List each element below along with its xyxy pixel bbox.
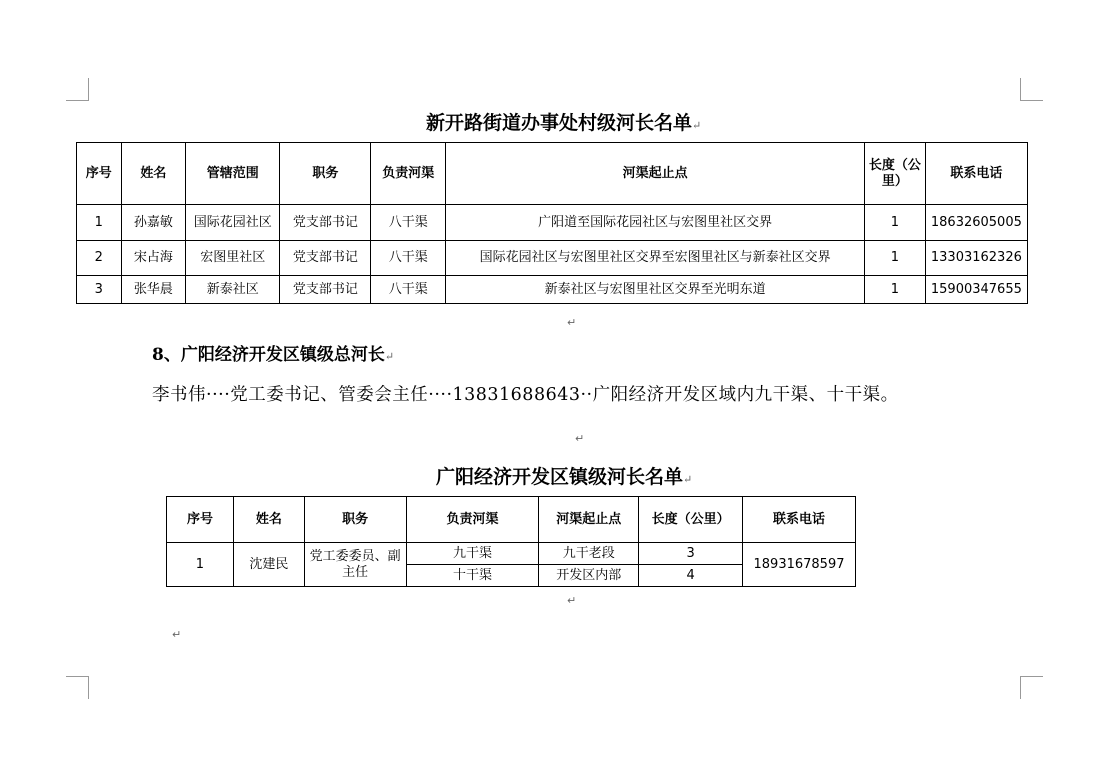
header-position: 职务 xyxy=(304,497,406,543)
header-name: 姓名 xyxy=(233,497,304,543)
cell-phone: 13303162326 xyxy=(925,241,1027,276)
header-length: 长度（公里） xyxy=(865,143,926,205)
paragraph-mark: ↵ xyxy=(567,594,577,607)
cell-name: 孙嘉敏 xyxy=(121,205,186,241)
cell-start-end: 九干老段 xyxy=(539,543,639,565)
cell-channel: 九干渠 xyxy=(406,543,539,565)
section-heading: 8、广阳经济开发区镇级总河长 xyxy=(152,345,385,365)
table-row xyxy=(77,205,1028,241)
table-row xyxy=(77,276,1028,304)
cell-start-end: 新泰社区与宏图里社区交界至光明东道 xyxy=(446,276,865,304)
cell-channel: 十干渠 xyxy=(406,565,539,587)
header-length: 长度（公里） xyxy=(639,497,743,543)
town-river-chief-table xyxy=(166,496,856,587)
table-row xyxy=(77,241,1028,276)
cell-channel: 八干渠 xyxy=(371,205,446,241)
cell-name: 张华晨 xyxy=(121,276,186,304)
cell-length: 3 xyxy=(639,543,743,565)
cell-start-end: 广阳道至国际花园社区与宏图里社区交界 xyxy=(446,205,865,241)
paragraph-mark: ↵ xyxy=(575,432,585,445)
cell-phone: 15900347655 xyxy=(925,276,1027,304)
page-corner-mark xyxy=(66,676,89,699)
header-channel: 负责河渠 xyxy=(406,497,539,543)
cell-name: 宋占海 xyxy=(121,241,186,276)
header-phone: 联系电话 xyxy=(925,143,1027,205)
cell-channel: 八干渠 xyxy=(371,241,446,276)
cell-start-end: 国际花园社区与宏图里社区交界至宏图里社区与新泰社区交界 xyxy=(446,241,865,276)
cell-length: 1 xyxy=(865,205,926,241)
table-row xyxy=(167,543,856,565)
page-corner-mark xyxy=(1020,78,1043,101)
paragraph-mark: ↵ xyxy=(567,316,577,329)
table2-title: 广阳经济开发区镇级河长名单 xyxy=(436,466,684,488)
header-start-end: 河渠起止点 xyxy=(446,143,865,205)
cell-channel: 八干渠 xyxy=(371,276,446,304)
header-jurisdiction: 管辖范围 xyxy=(186,143,280,205)
page-corner-mark xyxy=(66,78,89,101)
cell-index: 1 xyxy=(77,205,122,241)
cell-jurisdiction: 宏图里社区 xyxy=(186,241,280,276)
cell-phone: 18931678597 xyxy=(743,543,856,587)
cell-position: 党支部书记 xyxy=(280,241,371,276)
header-start-end: 河渠起止点 xyxy=(539,497,639,543)
header-name: 姓名 xyxy=(121,143,186,205)
cell-position: 党支部书记 xyxy=(280,276,371,304)
header-index: 序号 xyxy=(167,497,234,543)
table-header-row xyxy=(77,143,1028,205)
cell-index: 3 xyxy=(77,276,122,304)
document-page: 新开路街道办事处村级河长名单↵ 序号 姓名 管辖范围 职务 负责河渠 河渠起止点 长度（公里） 联系电话 1 孙嘉敏 国际花园社区 党支部书记 八干渠 广阳道至国际花园社区与宏图里社区交界 1 18632605005 2 宋占海 宏图里社区 党支部书记 八干渠 国际花园社区与宏图里社区交界至宏图里社区与新泰社区交界 1 13303162326 3 张华晨 新泰社区 党支部书记 八干渠 新泰社区与宏图里社区交界至光明东道 1 15900347655 ↵ 8、广阳经济开发区镇级总河长↵ 李书伟····党工委书记、管委会主任····13831688643··广阳经济开发区域内九干渠、十干渠。 ↵ 广阳经济开发区镇级河长名单↵ 序号 姓名 职务 负责河渠 河渠起止点 长度（公里） 联系电话 1 沈建民 党工委委员、副主任 九干渠 九干老段 3 18931678597 十干渠 开发区内部 4 ↵ ↵ xyxy=(0,0,1109,781)
cell-name: 沈建民 xyxy=(233,543,304,587)
cell-jurisdiction: 新泰社区 xyxy=(186,276,280,304)
paragraph-mark: ↵ xyxy=(172,628,182,641)
header-channel: 负责河渠 xyxy=(371,143,446,205)
cell-length: 1 xyxy=(865,241,926,276)
cell-index: 1 xyxy=(167,543,234,587)
village-river-chief-table xyxy=(76,142,1028,304)
table-header-row xyxy=(167,497,856,543)
table1-title: 新开路街道办事处村级河长名单 xyxy=(426,112,693,134)
section-paragraph: 李书伟····党工委书记、管委会主任····13831688643··广阳经济开发区域内九干渠、十干渠。 xyxy=(152,385,899,405)
cell-phone: 18632605005 xyxy=(925,205,1027,241)
cell-length: 1 xyxy=(865,276,926,304)
cell-position: 党支部书记 xyxy=(280,205,371,241)
page-corner-mark xyxy=(1020,676,1043,699)
header-position: 职务 xyxy=(280,143,371,205)
cell-position: 党工委委员、副主任 xyxy=(304,543,406,587)
cell-jurisdiction: 国际花园社区 xyxy=(186,205,280,241)
cell-start-end: 开发区内部 xyxy=(539,565,639,587)
header-phone: 联系电话 xyxy=(743,497,856,543)
header-index: 序号 xyxy=(77,143,122,205)
cell-length: 4 xyxy=(639,565,743,587)
cell-index: 2 xyxy=(77,241,122,276)
